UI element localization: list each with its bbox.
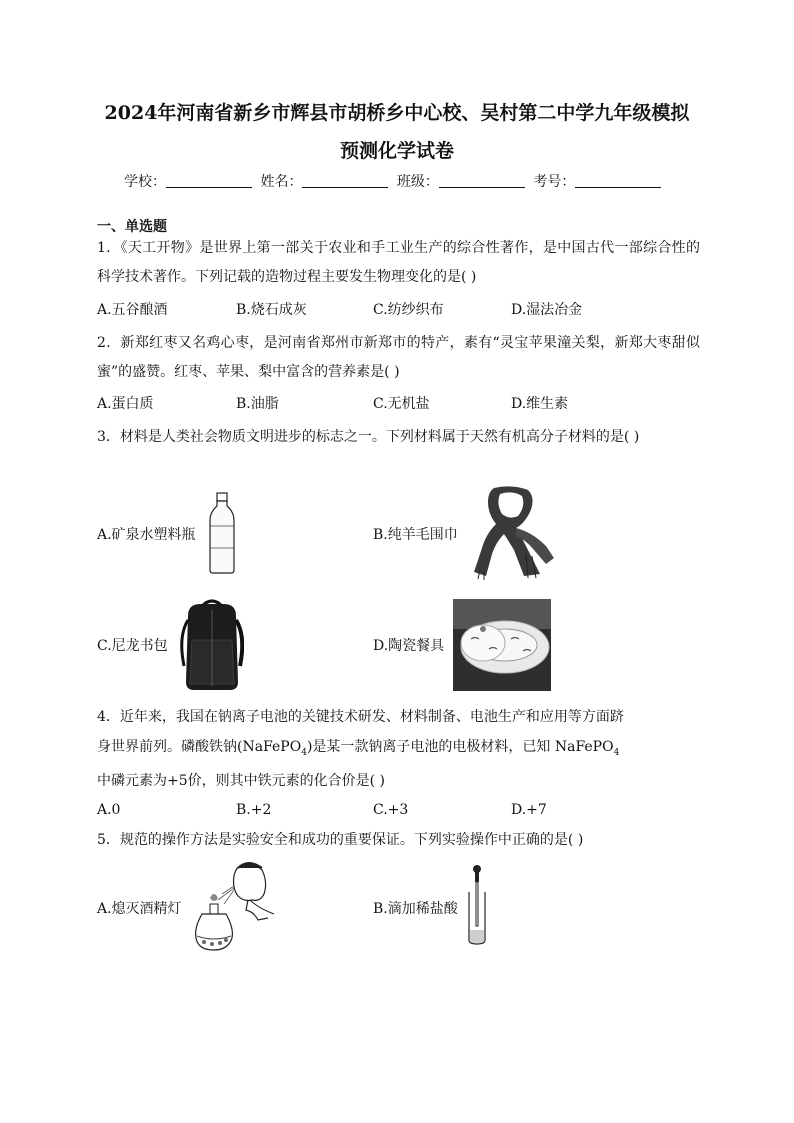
question-4-line3: 中磷元素为+5价，则其中铁元素的化合价是( ) (97, 773, 386, 789)
student-info-row (124, 171, 665, 191)
number-blank[interactable] (575, 175, 661, 188)
class-label: 班级： (396, 174, 439, 190)
q4-subscript-2: 4 (613, 747, 620, 758)
exam-title-line1: 2024年河南省新乡市辉县市胡桥乡中心校、吴村第二中学九年级模拟 (104, 102, 690, 124)
q1-option-b[interactable]: B.烧石成灰 (236, 302, 307, 318)
q3-option-a[interactable]: A.矿泉水塑料瓶 (97, 527, 196, 543)
number-label: 考号： (533, 174, 576, 190)
q3-option-d[interactable]: D.陶瓷餐具 (373, 638, 445, 654)
name-label: 姓名： (260, 174, 303, 190)
q4-text-b: )是某一款钠离子电池的电极材料，已知 NaFePO (306, 739, 614, 755)
question-2-options (97, 392, 700, 416)
question-3: 3．材料是人类社会物质文明进步的标志之一。下列材料属于天然有机高分子材料的是( ) (97, 429, 640, 445)
q3-option-c[interactable]: C.尼龙书包 (97, 638, 168, 654)
class-blank[interactable] (439, 175, 525, 188)
section-heading: 一、单选题 (97, 219, 167, 235)
question-4-line2 (97, 733, 700, 768)
question-1: 1．《天工开物》是世界上第一部关于农业和手工业生产的综合性著作，是中国古代一部综合性的科学技术著作。下列记载的造物过程主要发生物理变化的是( ) (97, 240, 700, 285)
q5-option-b[interactable]: B.滴加稀盐酸 (373, 901, 458, 917)
q4-option-c[interactable]: C.+3 (373, 802, 409, 818)
question-4-options (97, 798, 700, 822)
q3-option-b[interactable]: B.纯羊毛围巾 (373, 527, 458, 543)
q5-option-a[interactable]: A.熄灭酒精灯 (97, 901, 182, 917)
q1-option-a[interactable]: A.五谷酿酒 (97, 302, 168, 318)
q2-option-d[interactable]: D.维生素 (511, 396, 569, 412)
q4-subscript-1: 4 (301, 747, 307, 758)
school-blank[interactable] (166, 175, 252, 188)
question-1-options (97, 298, 700, 322)
q4-option-a[interactable]: A.0 (97, 802, 121, 818)
q4-text-a: 身世界前列。磷酸铁钠(NaFePO (97, 739, 302, 755)
question-5: 5．规范的操作方法是实验安全和成功的重要保证。下列实验操作中正确的是( ) (97, 832, 584, 848)
question-4-line1: 4．近年来，我国在钠离子电池的关键技术研发、材料制备、电池生产和应用等方面跻 (97, 709, 624, 725)
nylon-backpack-image (180, 596, 244, 692)
school-label: 学校： (124, 174, 166, 190)
dropping-dilute-hcl-image (464, 864, 490, 946)
plastic-bottle-image (206, 492, 238, 574)
blowing-out-alcohol-lamp-image (188, 858, 284, 956)
q2-option-c[interactable]: C.无机盐 (373, 396, 430, 412)
q4-option-d[interactable]: D.+7 (511, 802, 547, 818)
exam-title-line2: 预测化学试卷 (339, 140, 454, 162)
ceramic-tableware-image (453, 599, 551, 691)
q2-option-a[interactable]: A.蛋白质 (97, 396, 154, 412)
name-blank[interactable] (302, 175, 388, 188)
wool-scarf-image (466, 484, 558, 580)
q4-option-b[interactable]: B.+2 (236, 802, 272, 818)
q1-option-c[interactable]: C.纺纱织布 (373, 302, 444, 318)
question-2: 2．新郑红枣又名鸡心枣，是河南省郑州市新郑市的特产，素有“灵宝苹果潼关梨，新郑大枣甜似蜜”的盛赞。红枣、苹果、梨中富含的营养素是( ) (97, 335, 700, 380)
q1-option-d[interactable]: D.湿法冶金 (511, 302, 583, 318)
q2-option-b[interactable]: B.油脂 (236, 396, 279, 412)
